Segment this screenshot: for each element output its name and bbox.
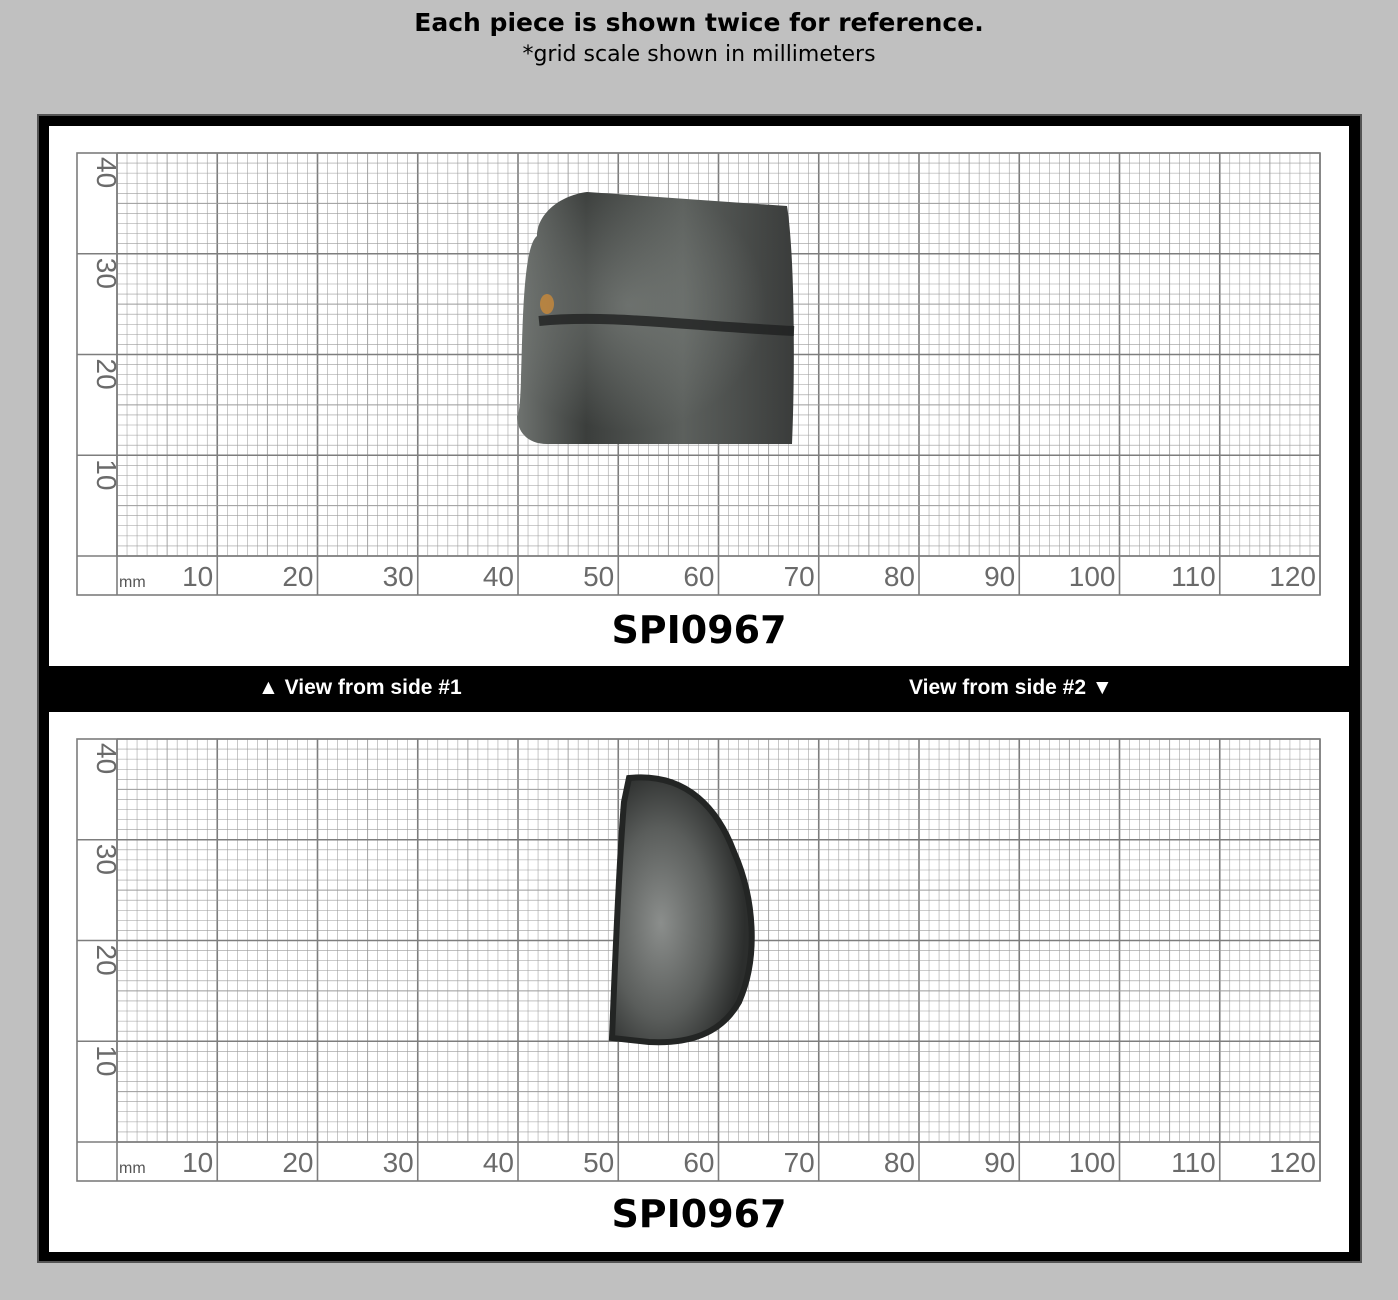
side-1-label: ▲ View from side #1	[258, 676, 462, 699]
x-tick-label: 60	[683, 561, 715, 592]
panel-side-2	[49, 712, 1349, 1252]
page-subtitle: *grid scale shown in millimeters	[522, 42, 876, 67]
y-tick-label: 30	[91, 257, 122, 289]
mm-grid	[49, 126, 1349, 606]
specimen-code-2: SPI0967	[611, 1192, 787, 1236]
x-tick-label: 100	[1068, 1147, 1116, 1178]
specimen-code-1: SPI0967	[611, 608, 787, 652]
x-tick-label: 20	[282, 1147, 314, 1178]
x-tick-label: 10	[182, 1147, 214, 1178]
x-tick-label: 70	[783, 1147, 815, 1178]
y-tick-label: 10	[91, 459, 122, 491]
panel-side-1	[49, 126, 1349, 666]
y-tick-label: 30	[91, 843, 122, 875]
x-tick-label: 120	[1269, 1147, 1316, 1178]
x-tick-label: 120	[1269, 561, 1316, 592]
x-tick-label: 70	[783, 561, 815, 592]
mm-grid	[49, 712, 1349, 1192]
x-tick-label: 110	[1171, 1147, 1216, 1178]
y-tick-label: 10	[91, 1045, 122, 1077]
unit-label: mm	[119, 574, 146, 591]
x-tick-label: 100	[1068, 561, 1116, 592]
x-tick-label: 40	[482, 1147, 514, 1178]
x-tick-label: 90	[984, 561, 1016, 592]
x-tick-label: 30	[382, 1147, 414, 1178]
y-tick-label: 40	[91, 157, 122, 189]
x-tick-label: 60	[683, 1147, 715, 1178]
page-title: Each piece is shown twice for reference.	[414, 8, 984, 37]
x-tick-label: 40	[482, 561, 514, 592]
x-tick-label: 50	[583, 561, 615, 592]
x-tick-label: 80	[883, 1147, 915, 1178]
unit-label: mm	[119, 1160, 146, 1177]
y-tick-label: 40	[91, 743, 122, 775]
x-tick-label: 90	[984, 1147, 1016, 1178]
y-tick-label: 20	[91, 944, 122, 976]
x-tick-label: 50	[583, 1147, 615, 1178]
x-tick-label: 30	[382, 561, 414, 592]
x-tick-label: 20	[282, 561, 314, 592]
x-tick-label: 110	[1171, 561, 1216, 592]
x-tick-label: 80	[883, 561, 915, 592]
side-2-label: View from side #2 ▼	[909, 676, 1113, 699]
y-tick-label: 20	[91, 358, 122, 390]
x-tick-label: 10	[182, 561, 214, 592]
